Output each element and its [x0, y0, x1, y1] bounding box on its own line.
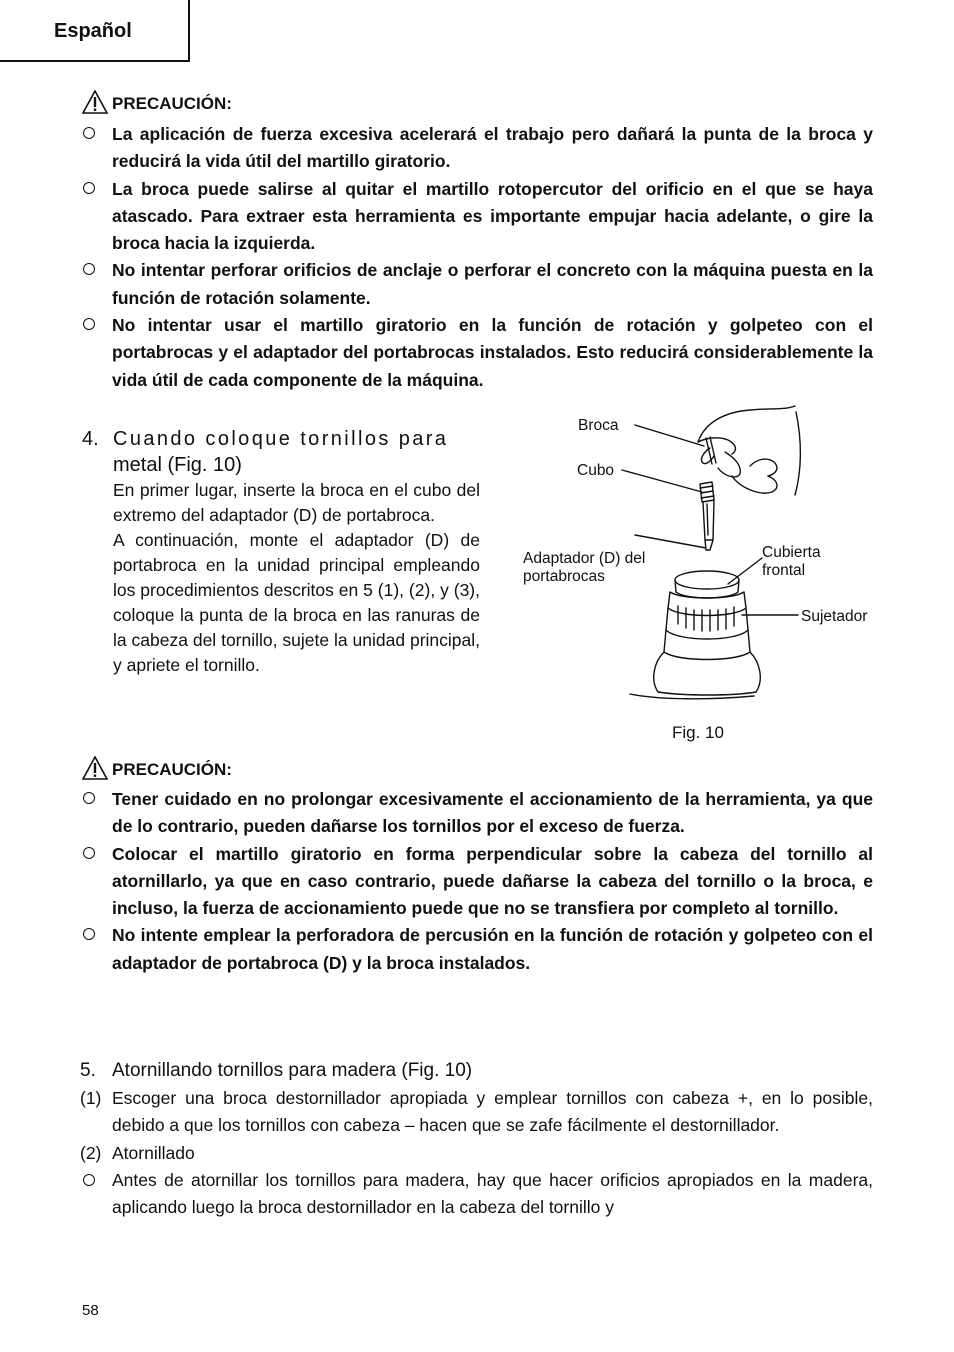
caution-heading-2	[82, 756, 232, 780]
bullet-circle-icon	[83, 263, 95, 275]
step-4-paragraph-2: A continuación, monte el adaptador (D) de portabroca en la unidad principal empleando los procedimientos descritos en 5 (1), (2), y (3), coloque la punta de la broca en las ranuras de la cabeza del tornillo, sujete la unidad principal, y apriete el tornillo.	[113, 530, 480, 675]
language-tab	[0, 0, 190, 62]
bullet-circle-icon	[83, 127, 95, 139]
caution-item: No intentar usar el martillo giratorio en la función de rotación y golpeteo con el portabrocas y el adaptador del portabrocas instalados. Esto reducirá considerablemente la vida útil de cada componente de la máquina.	[80, 312, 873, 394]
caution-title-1: PRECAUCIÓN:	[112, 94, 232, 113]
caution-heading-1	[82, 90, 232, 114]
label-cubo: Cubo	[577, 462, 615, 479]
label-broca: Broca	[578, 417, 619, 434]
step-4-section	[82, 426, 480, 678]
step-4-body	[113, 478, 480, 678]
caution-title-2: PRECAUCIÓN:	[112, 760, 232, 779]
bullet-circle-icon	[83, 182, 95, 194]
caution-item: No intentar perforar orificios de anclaje o perforar el concreto con la máquina puesta en la función de rotación solamente.	[80, 257, 873, 312]
step-5-section	[80, 1058, 873, 1221]
language-label: Español	[54, 20, 132, 42]
step-5-title: 5. Atornillando tornillos para madera (Fig. 10)	[80, 1060, 473, 1081]
step-5-sub-1: (1) Escoger una broca destornillador apropiada y emplear tornillos con cabeza +, en lo posible, debido a que los tornillos con cabeza – hacen que se zafe fácilmente el destornillador.	[80, 1088, 873, 1136]
caution-list-1	[80, 121, 873, 394]
bullet-circle-icon	[83, 792, 95, 804]
label-cubierta: Cubierta frontal	[762, 544, 821, 579]
caution-item: No intente emplear la perforadora de percusión en la función de rotación y golpeteo con el adaptador de portabroca (D) y la broca instalados.	[80, 922, 873, 977]
bullet-circle-icon	[83, 318, 95, 330]
figure-10	[510, 400, 890, 750]
caution-list-2	[80, 786, 873, 977]
warning-icon	[82, 90, 108, 114]
label-adaptador: Adaptador (D) del portabrocas	[523, 550, 646, 585]
warning-icon	[82, 756, 108, 780]
step-4-paragraph-1: En primer lugar, inserte la broca en el cubo del extremo del adaptador (D) de portabroca.	[113, 480, 480, 525]
caution-item: Tener cuidado en no prolongar excesivamente el accionamiento de la herramienta, ya que de lo contrario, pueden dañarse los tornillos por el exceso de fuerza.	[80, 786, 873, 841]
bullet-circle-icon	[83, 1174, 95, 1186]
bullet-circle-icon	[83, 847, 95, 859]
figure-caption: Fig. 10	[672, 723, 724, 742]
caution-item: La aplicación de fuerza excesiva acelerará el trabajo pero dañará la punta de la broca y reducirá la vida útil del martillo giratorio.	[80, 121, 873, 176]
label-sujetador: Sujetador	[801, 608, 868, 625]
page-number: 58	[82, 1302, 99, 1319]
step-5-bullet: Antes de atornillar los tornillos para madera, hay que hacer orificios apropiados en la madera, aplicando luego la broca destornillador en la cabeza del tornillo y	[80, 1167, 873, 1222]
step-5-sub-2: (2) Atornillado	[80, 1142, 195, 1163]
bullet-circle-icon	[83, 928, 95, 940]
caution-item: Colocar el martillo giratorio en forma perpendicular sobre la cabeza del tornillo al atornillarlo, ya que en caso contrario, puede dañarse la cabeza del tornillo o la broca, e incluso, la fuerza de accionamiento puede que no se transfiera por completo al tornillo.	[80, 841, 873, 923]
step-4-title: 4. Cuando coloque tornillos para metal (Fig. 10)	[82, 428, 449, 476]
caution-item: La broca puede salirse al quitar el martillo rotopercutor del orificio en el que se haya atascado. Para extraer esta herramienta es importante empujar hacia adelante, o gire la broca hacia la izquierda.	[80, 176, 873, 258]
